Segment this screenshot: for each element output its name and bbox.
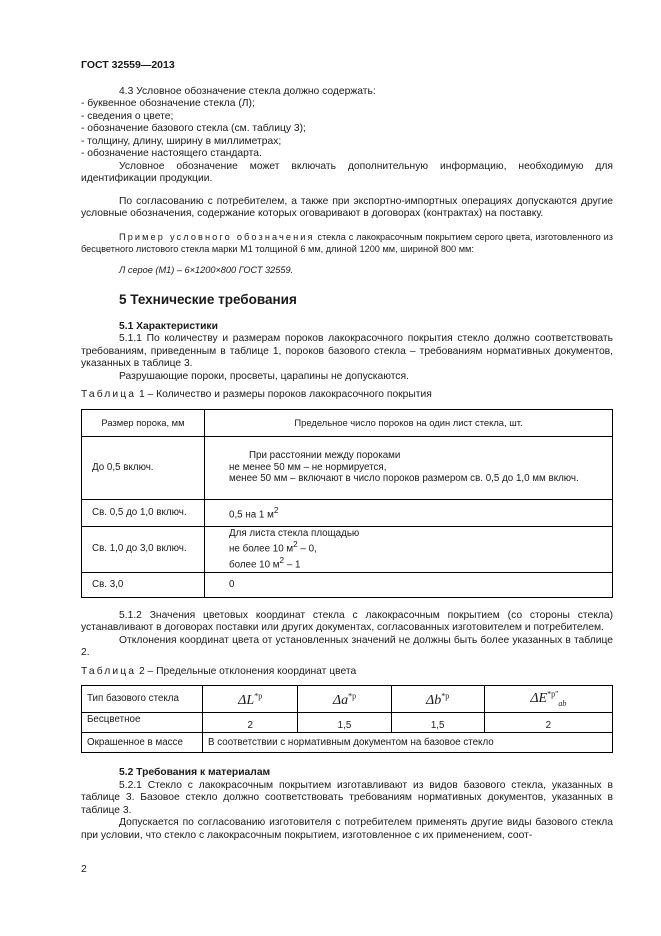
page-number: 2 [81, 864, 87, 875]
table-row [82, 499, 613, 526]
table-1-caption: Таблица 1 – Количество и размеры пороков лакокрасочного покрытия [81, 389, 432, 400]
designation-extra-paragraph: Условное обозначение может включать дополнительную информацию, необходимую для идентификации продукции. [81, 160, 613, 184]
table-cell: Св. 0,5 до 1,0 включ. [82, 499, 205, 526]
table-row [82, 526, 613, 572]
table-1 [81, 409, 613, 598]
table-cell: 1,5 [298, 713, 391, 733]
table-header-row [82, 686, 613, 713]
agreement-paragraph: По согласованию с потребителем, а также при экспортно-импортных операциях допускаются другие условные обозначения, содержание которых оговаривают в договорах (контрактах) на поставку. [81, 195, 613, 219]
example-designation: Л серое (М1) – 6×1200×800 ГОСТ 32559. [119, 264, 294, 275]
table-cell: 0 [205, 572, 613, 597]
clause-5-2-1-note: Допускается по согласованию изготовителя с потребителем применять другие виды базового стекла при условии, что стекло с лакокрасочным покрытием, изготовленное с их применением, соот- [81, 817, 613, 841]
list-item: - толщину, длину, ширину в миллиметрах; [81, 135, 282, 147]
table-row [82, 572, 613, 597]
clause-5-1-2: 5.1.2 Значения цветовых координат стекла с лакокрасочным покрытием (со стороны стекла) устанавливают в договорах поставки или других документах, согласованных изготовителем и потребителем. [81, 609, 613, 634]
table-cell: 1,5 [391, 713, 484, 733]
table-header-cell: Предельное число пороков на один лист стекла, шт. [205, 409, 613, 436]
table-header-cell: $\Delta L^{*р}$ [203, 686, 298, 713]
table-header-cell: $\Delta b^{*р}$ [391, 686, 484, 713]
table-header-cell: Тип базового стекла [82, 686, 203, 713]
clause-4-3-title: 4.3 Условное обозначение стекла должно содержать: [119, 85, 376, 97]
table-cell: 0,5 на 1 $м^2$ [205, 499, 613, 526]
table-row [82, 436, 613, 499]
table-cell: Св. 1,0 до 3,0 включ. [82, 526, 205, 572]
list-item: - обозначение настоящего стандарта. [81, 148, 262, 159]
table-header-cell: $\Delta a^{*р}$ [298, 686, 391, 713]
table-header-cell: Размер порока, мм [82, 409, 205, 436]
example-text: стекла с лакокрасочным покрытием серого цвета, изготовленного из бесцветного листового стекла марки М1 толщиной 6 мм, длиной 1200 мм, шириной 800 мм: [81, 231, 614, 254]
table-cell: 2 [203, 713, 298, 733]
table-cell: До 0,5 включ. [82, 436, 205, 499]
clause-5-1-1: 5.1.1 По количеству и размерам пороков лакокрасочного покрытия стекло должно соответствовать требованиям, приведенным в таблице 1, пороков базового стекла – требованиям нормативных документов, указанных в таблице 3. [81, 333, 613, 369]
table-cell: При расстоянии между пороками не менее 50 мм – не нормируется, менее 50 мм – включают в число пороков размером св. 0,5 до 1,0 мм включ. [205, 436, 613, 499]
clause-5-2-1: 5.2.1 Стекло с лакокрасочным покрытием изготавливают из видов базового стекла, указанных в таблице 3. Базовое стекло должно соответствовать требованиям нормативных документов, указанных в таблице 3. [81, 779, 613, 816]
list-item: - обозначение базового стекла (см. таблицу 3); [81, 123, 306, 134]
document-header: ГОСТ 32559—2013 [81, 59, 175, 71]
example-label: Пример условного обозначения [119, 231, 315, 242]
table-cell: Окрашенное в массе [82, 733, 203, 753]
section-5-1-title: 5.1 Характеристики [119, 320, 218, 332]
table-2 [81, 685, 613, 753]
table-cell: 2 [484, 713, 612, 733]
table-cell: Бесцветное [82, 713, 203, 733]
table-cell: Св. 3,0 [82, 572, 205, 597]
table-row [82, 733, 613, 753]
designation-list [81, 98, 613, 161]
table-header-cell: $\Delta E^{*р"}_{ab}$ [484, 686, 612, 713]
table-cell: Для листа стекла площадью не более 10 $м^2 - 0$, более 10 $м^2 - 1$ [205, 526, 613, 572]
section-5-title: 5 Технические требования [119, 291, 297, 307]
list-item: - буквенное обозначение стекла (Л); [81, 98, 255, 109]
example-paragraph [81, 231, 613, 255]
table-header-row [82, 409, 613, 436]
clause-5-1-1-note: Разрушающие пороки, просветы, царапины не допускаются. [119, 370, 409, 382]
table-cell: В соответствии с нормативным документом на базовое стекло [203, 733, 613, 753]
list-item: - сведения о цвете; [81, 110, 174, 122]
table-row [82, 713, 613, 733]
clause-5-1-2-note: Отклонения координат цвета от установленных значений не должны быть более указанных в таблице 2. [81, 634, 613, 659]
section-5-2-title: 5.2 Требования к материалам [119, 767, 271, 779]
table-2-caption: Таблица 2 – Предельные отклонения координат цвета [81, 665, 357, 677]
